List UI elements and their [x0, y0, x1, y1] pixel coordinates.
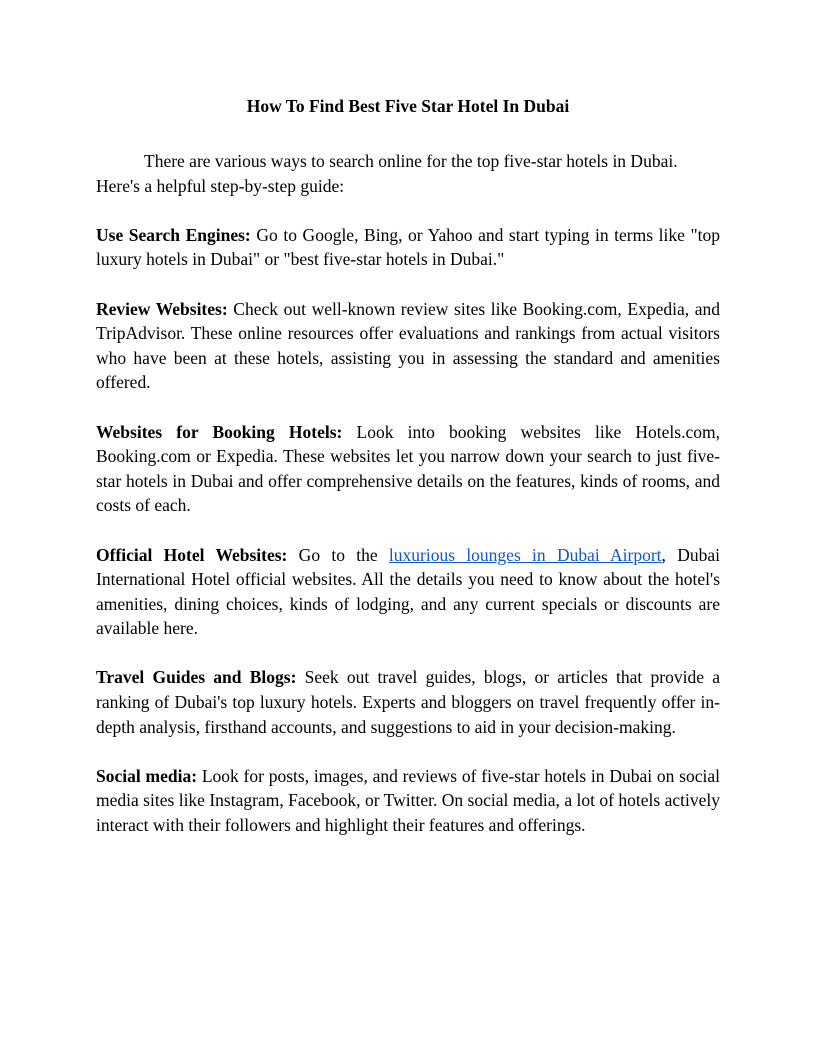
- section-label: Official Hotel Websites:: [96, 544, 288, 565]
- section-social-media: [96, 764, 720, 838]
- section-text-after-link: , Dubai International Hotel official websites. All the details you need to know about the hotel's amenities, dining choices, kinds of lodging, and any current specials or discounts are available here.: [96, 544, 720, 639]
- section-label: Social media:: [96, 765, 198, 786]
- section-text: Look for posts, images, and reviews of five-star hotels in Dubai on social media sites like Instagram, Facebook, or Twitter. On social media, a lot of hotels actively interact with their followers and highlight their features and offerings.: [96, 765, 720, 836]
- section-text: Seek out travel guides, blogs, or articles that provide a ranking of Dubai's top luxury hotels. Experts and bloggers on travel frequently offer in-depth analysis, firsthand accounts, and suggestions to aid in your decision-making.: [96, 667, 720, 737]
- page-title: How To Find Best Five Star Hotel In Dubai: [246, 96, 570, 116]
- section-text: Look into booking websites like Hotels.com, Booking.com or Expedia. These websites let you narrow down your search to just five-star hotels in Dubai and offer comprehensive details on the features, kinds of rooms, and costs of each.: [96, 421, 720, 516]
- section-label: Use Search Engines:: [96, 224, 251, 245]
- section-search-engines: [96, 223, 720, 272]
- section-text: Go to Google, Bing, or Yahoo and start typing in terms like "top luxury hotels in Dubai" or "best five-star hotels in Dubai.": [96, 224, 720, 270]
- section-review-websites: [96, 297, 720, 395]
- intro-paragraph: There are various ways to search online for the top five-star hotels in Dubai. Here's a helpful step-by-step guide:: [96, 151, 678, 196]
- section-text: Check out well-known review sites like Booking.com, Expedia, and TripAdvisor. These online resources offer evaluations and rankings from actual visitors who have been at these hotels, assisting you in assessing the standard and amenities offered.: [96, 298, 720, 393]
- section-booking-websites: [96, 420, 720, 518]
- section-text-before-link: Go to the: [287, 544, 389, 565]
- section-official-websites: [96, 543, 720, 641]
- section-travel-guides: [96, 665, 720, 739]
- section-label: Websites for Booking Hotels:: [96, 421, 343, 442]
- document-page: [96, 94, 720, 838]
- section-label: Travel Guides and Blogs:: [96, 667, 297, 688]
- section-label: Review Websites:: [96, 298, 228, 319]
- lounges-link[interactable]: luxurious lounges in Dubai Airport: [388, 544, 662, 565]
